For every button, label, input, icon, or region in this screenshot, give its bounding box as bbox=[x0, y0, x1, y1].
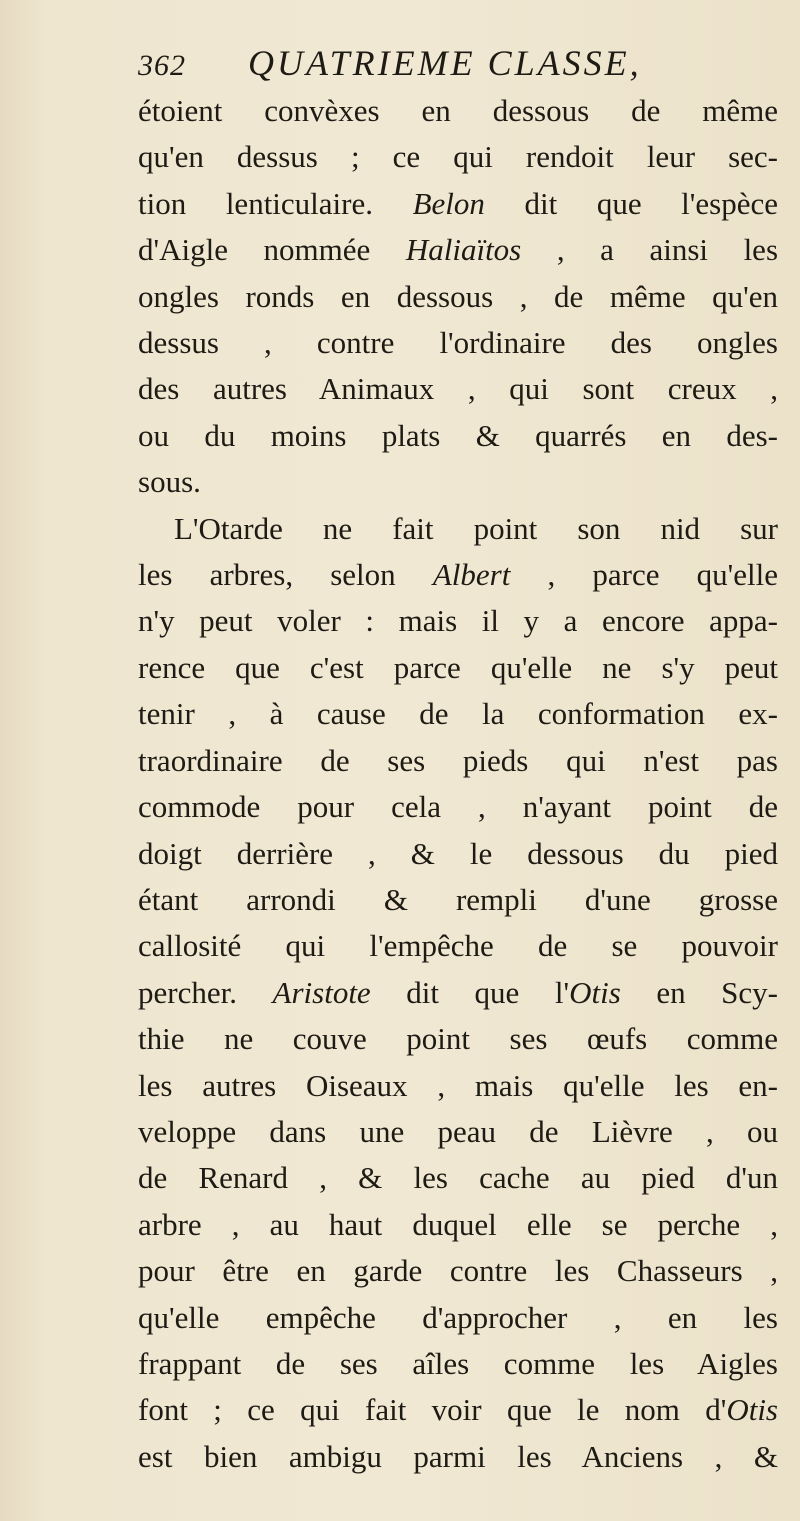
text-segment: les autres Oiseaux , mais qu'elle les en- bbox=[138, 1067, 778, 1103]
text-line bbox=[138, 413, 778, 459]
text-segment: veloppe dans une peau de Lièvre , ou bbox=[138, 1113, 778, 1149]
text-segment: dit que l'espèce bbox=[484, 185, 778, 221]
text-segment: ou du moins plats & quarrés en des- bbox=[138, 417, 778, 453]
text-segment: pour être en garde contre les Chasseurs , bbox=[138, 1253, 778, 1289]
text-segment: rence que c'est parce qu'elle ne s'y peut bbox=[138, 649, 778, 685]
text-segment: d'Aigle nommée bbox=[138, 232, 406, 268]
page-header bbox=[138, 42, 778, 94]
italic-segment: Aristote bbox=[272, 974, 371, 1010]
text-line bbox=[138, 970, 778, 1016]
text-line bbox=[138, 320, 778, 366]
text-segment: étoient convèxes en dessous de même bbox=[138, 93, 778, 128]
text-line bbox=[138, 459, 778, 505]
italic-segment: Otis bbox=[726, 1392, 778, 1428]
text-segment: qu'en dessus ; ce qui rendoit leur sec- bbox=[138, 139, 778, 175]
body-text bbox=[138, 88, 778, 1480]
text-line bbox=[138, 227, 778, 273]
text-segment: tenir , à cause de la conformation ex- bbox=[138, 696, 778, 732]
page-number: 362 bbox=[138, 49, 186, 82]
text-segment: les arbres, selon bbox=[138, 557, 433, 593]
text-segment: n'y peut voler : mais il y a encore appa- bbox=[138, 603, 778, 639]
text-line bbox=[138, 1341, 778, 1387]
text-line bbox=[138, 1155, 778, 1201]
italic-segment: Albert bbox=[432, 557, 511, 593]
text-segment: en Scy- bbox=[620, 974, 778, 1010]
text-line bbox=[138, 88, 778, 134]
text-segment: , parce qu'elle bbox=[510, 557, 778, 593]
text-segment: qu'elle empêche d'approcher , en les bbox=[138, 1299, 778, 1335]
text-line bbox=[138, 784, 778, 830]
text-line bbox=[138, 1248, 778, 1294]
text-segment: frappant de ses aîles comme les Aigles bbox=[138, 1345, 778, 1381]
text-segment: est bien ambigu parmi les Anciens , & bbox=[138, 1438, 778, 1474]
text-segment: ongles ronds en dessous , de même qu'en bbox=[138, 278, 778, 314]
text-line bbox=[138, 1387, 778, 1433]
text-line bbox=[138, 923, 778, 969]
text-segment: des autres Animaux , qui sont creux , bbox=[138, 371, 778, 407]
text-segment: thie ne couve point ses œufs comme bbox=[138, 1021, 778, 1057]
text-segment: percher. bbox=[138, 974, 273, 1010]
text-segment: traordinaire de ses pieds qui n'est pas bbox=[138, 742, 778, 778]
text-line bbox=[138, 1434, 778, 1480]
text-segment: étant arrondi & rempli d'une grosse bbox=[138, 881, 778, 917]
text-line bbox=[138, 645, 778, 691]
italic-segment: Belon bbox=[412, 185, 485, 221]
text-line bbox=[138, 274, 778, 320]
text-segment: dit que l' bbox=[370, 974, 570, 1010]
text-segment: arbre , au haut duquel elle se perche , bbox=[138, 1206, 778, 1242]
text-line bbox=[138, 831, 778, 877]
text-line bbox=[138, 1109, 778, 1155]
text-line bbox=[138, 134, 778, 180]
text-line bbox=[138, 181, 778, 227]
text-segment: dessus , contre l'ordinaire des ongles bbox=[138, 325, 778, 361]
italic-segment: Haliaïtos bbox=[405, 232, 522, 268]
text-segment: tion lenticulaire. bbox=[138, 185, 413, 221]
text-line bbox=[138, 691, 778, 737]
text-segment: , a ainsi les bbox=[521, 232, 779, 268]
text-line bbox=[138, 1202, 778, 1248]
text-line bbox=[138, 738, 778, 784]
text-line bbox=[138, 1295, 778, 1341]
italic-segment: Otis bbox=[569, 974, 621, 1010]
text-line bbox=[138, 552, 778, 598]
text-line bbox=[138, 877, 778, 923]
text-segment: de Renard , & les cache au pied d'un bbox=[138, 1160, 778, 1196]
text-segment: font ; ce qui fait voir que le nom d' bbox=[138, 1392, 727, 1428]
text-line bbox=[138, 598, 778, 644]
text-segment: doigt derrière , & le dessous du pied bbox=[138, 835, 778, 871]
text-line bbox=[138, 1063, 778, 1109]
text-segment: L'Otarde ne fait point son nid sur bbox=[174, 510, 778, 546]
running-head: QUATRIEME CLASSE, bbox=[248, 43, 642, 83]
text-line bbox=[138, 506, 778, 552]
text-segment: commode pour cela , n'ayant point de bbox=[138, 789, 778, 825]
text-line bbox=[138, 366, 778, 412]
text-segment: callosité qui l'empêche de se pouvoir bbox=[138, 928, 778, 964]
text-segment: sous. bbox=[138, 464, 201, 500]
text-line bbox=[138, 1016, 778, 1062]
